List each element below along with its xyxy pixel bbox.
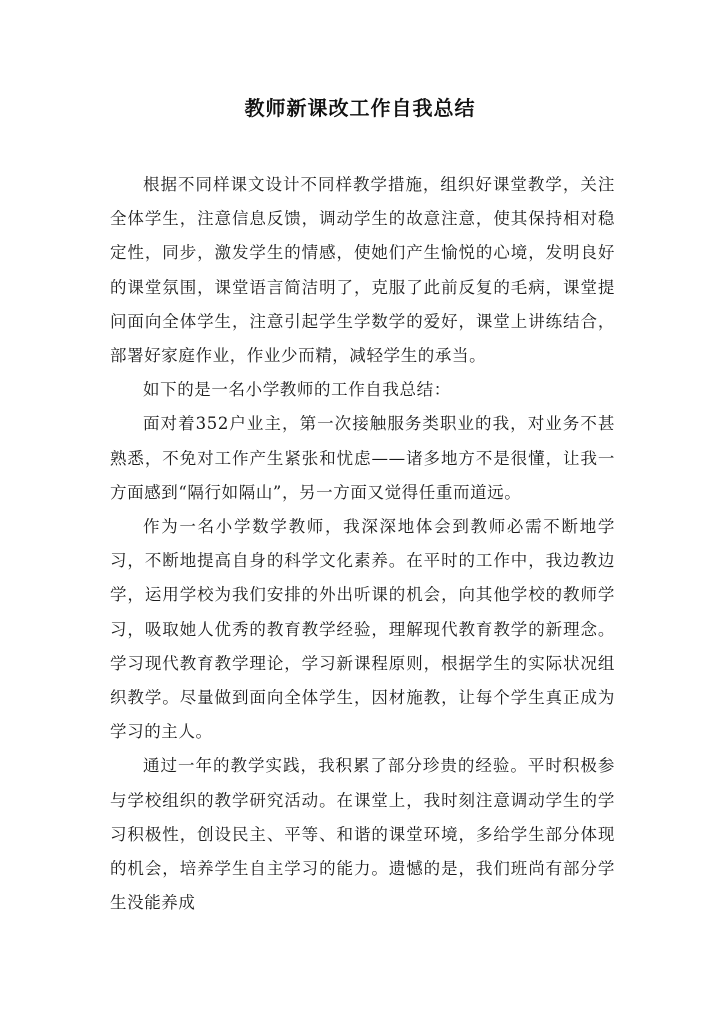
paragraph-1: 根据不同样课文设计不同样教学措施，组织好课堂教学，关注全体学生，注意信息反馈，调动学生的故意注意，使其保持相对稳定性，同步，激发学生的情感，使她们产生愉悦的心境，发明良好的课堂氛围，课堂语言简洁明了，克服了此前反复的毛病，课堂提问面向全体学生，注意引起学生学数学的爱好，课堂上讲练结合，部署好家庭作业，作业少而精，减轻学生的承当。 [110, 175, 615, 366]
paragraph-3: 面对着352户业主，第一次接触服务类职业的我，对业务不甚熟悉，不免对工作产生紧张和忧虑——诸多地方不是很懂，让我一方面感到“隔行如隔山”，另一方面又觉得任重而道远。 [110, 414, 615, 502]
paragraph-2: 如下的是一名小学教师的工作自我总结： [143, 380, 451, 400]
paragraph-4: 作为一名小学数学教师，我深深地体会到教师必需不断地学习，不断地提高自身的科学文化素养。在平时的工作中，我边教边学，运用学校为我们安排的外出听课的机会，向其他学校的教师学习，吸取她人优秀的教育教学经验，理解现代教育教学的新理念。学习现代教育教学理论，学习新课程原则，根据学生的实际状况组织教学。尽量做到面向全体学生，因材施教，让每个学生真正成为学习的主人。 [110, 517, 615, 742]
document-body [110, 168, 615, 920]
paragraph-5: 通过一年的教学实践，我积累了部分珍贵的经验。平时积极参与学校组织的教学研究活动。在课堂上，我时刻注意调动学生的学习积极性，创设民主、平等、和谐的课堂环境，多给学生部分体现的机会，培养学生自主学习的能力。遗憾的是，我们班尚有部分学生没能养成 [110, 756, 615, 913]
document-title: 教师新课改工作自我总结 [244, 96, 476, 120]
